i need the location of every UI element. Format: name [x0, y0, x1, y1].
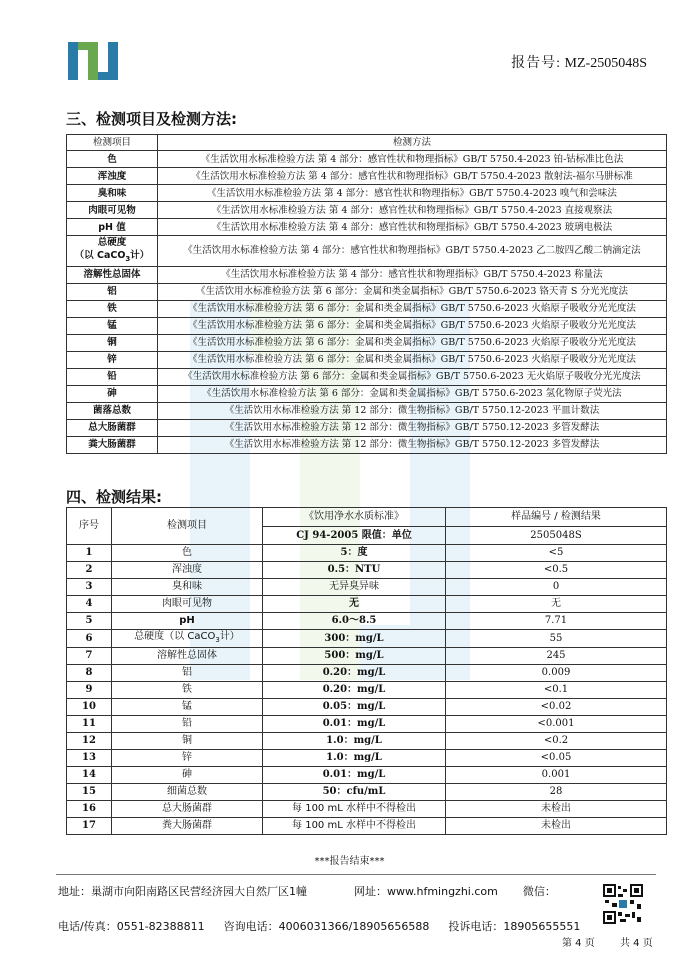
row-item: 色	[112, 545, 263, 562]
method-text: 《生活饮用水标准检验方法 第 6 部分：金属和类金属指标》GB/T 5750.6-2023 火焰原子吸收分光光度法	[158, 351, 667, 368]
row-item: 臭和味	[112, 579, 263, 596]
row-no: 16	[67, 801, 112, 818]
row-item-sub: 3	[215, 636, 220, 644]
row-limit: 0.01：mg/L	[263, 767, 446, 784]
method-text: 《生活饮用水标准检验方法 第 4 部分：感官性状和物理指标》GB/T 5750.4-2023 称量法	[158, 266, 667, 283]
table-row	[67, 801, 667, 818]
table-row	[67, 266, 667, 283]
table-row	[67, 818, 667, 835]
method-text: 《生活饮用水标准检验方法 第 6 部分：金属和类金属指标》GB/T 5750.6-2023 氢化物原子荧光法	[158, 385, 667, 402]
method-item: 铅	[67, 368, 158, 385]
row-no: 3	[67, 579, 112, 596]
results-col-no: 序号	[67, 508, 112, 545]
row-result: 55	[446, 630, 667, 648]
row-item: 细菌总数	[112, 784, 263, 801]
row-limit: 1.0：mg/L	[263, 750, 446, 767]
method-item: 锰	[67, 317, 158, 334]
table-row	[67, 185, 667, 202]
row-item: 锰	[112, 699, 263, 716]
method-item-line2-b: 计）	[130, 250, 150, 261]
address-value: 巢湖市向阳南路区民营经济园大自然厂区1幢	[91, 885, 307, 898]
row-result: 未检出	[446, 801, 667, 818]
row-result: <0.5	[446, 562, 667, 579]
row-item: 溶解性总固体	[112, 648, 263, 665]
table-row	[67, 168, 667, 185]
row-result: 28	[446, 784, 667, 801]
table-row	[67, 750, 667, 767]
results-col-sample: 样品编号 / 检测结果	[446, 508, 667, 527]
table-row	[67, 596, 667, 613]
table-row	[67, 385, 667, 402]
row-no: 7	[67, 648, 112, 665]
row-no: 17	[67, 818, 112, 835]
table-row	[67, 699, 667, 716]
method-item: 浑浊度	[67, 168, 158, 185]
table-row	[67, 283, 667, 300]
table-row	[67, 317, 667, 334]
row-result: 0.009	[446, 665, 667, 682]
table-row	[67, 767, 667, 784]
methods-col-method: 检测方法	[158, 135, 667, 151]
table-row	[67, 682, 667, 699]
row-result: 未检出	[446, 818, 667, 835]
row-item: 肉眼可见物	[112, 596, 263, 613]
method-item: 粪大肠菌群	[67, 436, 158, 453]
table-row	[67, 630, 667, 648]
row-item-text: 总硬度（以 CaCO	[134, 631, 216, 642]
address-label: 地址：	[58, 885, 91, 898]
row-item: pH	[112, 613, 263, 630]
results-table-header	[67, 508, 667, 527]
method-text: 《生活饮用水标准检验方法 第 4 部分：感官性状和物理指标》GB/T 5750.4-2023 散射法-福尔马肼标准	[158, 168, 667, 185]
row-result: <0.05	[446, 750, 667, 767]
table-row	[67, 436, 667, 453]
table-row	[67, 202, 667, 219]
method-item: pH 值	[67, 219, 158, 236]
row-item: 浑浊度	[112, 562, 263, 579]
row-item: 铅	[112, 716, 263, 733]
row-result: 7.71	[446, 613, 667, 630]
row-limit: 0.05：mg/L	[263, 699, 446, 716]
complaint-label: 投诉电话：	[448, 920, 504, 933]
methods-col-item: 检测项目	[67, 135, 158, 151]
table-row	[67, 784, 667, 801]
method-item: 铜	[67, 334, 158, 351]
method-item-line1: 总硬度	[97, 237, 127, 248]
row-item: 总大肠菌群	[112, 801, 263, 818]
page-total: 共 4 页	[620, 938, 653, 949]
method-item: 色	[67, 151, 158, 168]
row-result: 245	[446, 648, 667, 665]
row-no: 8	[67, 665, 112, 682]
row-limit: 0.5：NTU	[263, 562, 446, 579]
method-item: 总大肠菌群	[67, 419, 158, 436]
row-no: 10	[67, 699, 112, 716]
row-limit: 1.0：mg/L	[263, 733, 446, 750]
table-row	[67, 151, 667, 168]
table-row	[67, 236, 667, 267]
method-item-line2	[67, 249, 157, 266]
phone-label: 电话/传真：	[58, 920, 117, 933]
row-limit: 每 100 mL 水样中不得检出	[263, 801, 446, 818]
row-result: 无	[446, 596, 667, 613]
row-limit: 50：cfu/mL	[263, 784, 446, 801]
row-limit: 无异臭异味	[263, 579, 446, 596]
table-row	[67, 648, 667, 665]
method-text: 《生活饮用水标准检验方法 第 6 部分：金属和类金属指标》GB/T 5750.6-2023 火焰原子吸收分光光度法	[158, 300, 667, 317]
method-text: 《生活饮用水标准检验方法 第 6 部分：金属和类金属指标》GB/T 5750.6-2023 无火焰原子吸收分光光度法	[158, 368, 667, 385]
method-text: 《生活饮用水标准检验方法 第 4 部分：感官性状和物理指标》GB/T 5750.4-2023 乙二胺四乙酸二钠滴定法	[158, 236, 667, 267]
row-limit: 5：度	[263, 545, 446, 562]
methods-table-header	[67, 135, 667, 151]
table-row	[67, 368, 667, 385]
row-no: 4	[67, 596, 112, 613]
results-col-standard-limit: CJ 94-2005 限值：单位	[263, 527, 446, 545]
method-text: 《生活饮用水标准检验方法 第 12 部分：微生物指标》GB/T 5750.12-2023 多管发酵法	[158, 419, 667, 436]
method-text: 《生活饮用水标准检验方法 第 12 部分：微生物指标》GB/T 5750.12-2023 平皿计数法	[158, 402, 667, 419]
methods-table	[66, 134, 667, 454]
method-text: 《生活饮用水标准检验方法 第 4 部分：感官性状和物理指标》GB/T 5750.4-2023 铂-钴标准比色法	[158, 151, 667, 168]
row-no: 1	[67, 545, 112, 562]
method-item-line2-sub: 3	[125, 254, 131, 263]
method-item: 肉眼可见物	[67, 202, 158, 219]
row-no: 2	[67, 562, 112, 579]
consult-label: 咨询电话：	[223, 920, 279, 933]
report-number-value: MZ-2505048S	[564, 56, 647, 71]
row-no: 6	[67, 630, 112, 648]
phone-value: 0551-82388811	[116, 920, 205, 933]
method-text: 《生活饮用水标准检验方法 第 4 部分：感官性状和物理指标》GB/T 5750.4-2023 玻璃电极法	[158, 219, 667, 236]
row-item: 铜	[112, 733, 263, 750]
website-link[interactable]: www.hfmingzhi.com	[387, 885, 498, 898]
row-item: 锌	[112, 750, 263, 767]
method-text: 《生活饮用水标准检验方法 第 6 部分：金属和类金属指标》GB/T 5750.6-2023 火焰原子吸收分光光度法	[158, 334, 667, 351]
row-limit: 无	[263, 596, 446, 613]
row-limit: 0.20：mg/L	[263, 682, 446, 699]
row-no: 13	[67, 750, 112, 767]
method-text: 《生活饮用水标准检验方法 第 4 部分：感官性状和物理指标》GB/T 5750.4-2023 直接观察法	[158, 202, 667, 219]
method-item: 菌落总数	[67, 402, 158, 419]
method-item: 溶解性总固体	[67, 266, 158, 283]
method-item: 锌	[67, 351, 158, 368]
method-item: 臭和味	[67, 185, 158, 202]
method-item: 砷	[67, 385, 158, 402]
row-limit: 500：mg/L	[263, 648, 446, 665]
website-label: 网址：	[354, 885, 387, 898]
table-row	[67, 613, 667, 630]
row-result: <0.2	[446, 733, 667, 750]
table-row	[67, 545, 667, 562]
table-row	[67, 562, 667, 579]
row-item: 粪大肠菌群	[112, 818, 263, 835]
company-logo-icon	[66, 38, 126, 82]
results-col-standard: 《饮用净水水质标准》	[263, 508, 446, 527]
method-item: 铁	[67, 300, 158, 317]
row-item	[112, 630, 263, 648]
table-row	[67, 219, 667, 236]
row-no: 12	[67, 733, 112, 750]
table-row	[67, 579, 667, 596]
table-row	[67, 419, 667, 436]
row-item: 砷	[112, 767, 263, 784]
row-result: 0.001	[446, 767, 667, 784]
method-text: 《生活饮用水标准检验方法 第 6 部分：金属和类金属指标》GB/T 5750.6-2023 铬天青 S 分光光度法	[158, 283, 667, 300]
method-text: 《生活饮用水标准检验方法 第 4 部分：感官性状和物理指标》GB/T 5750.4-2023 嗅气和尝味法	[158, 185, 667, 202]
row-item: 铝	[112, 665, 263, 682]
table-row	[67, 716, 667, 733]
row-item: 铁	[112, 682, 263, 699]
method-item	[67, 236, 158, 267]
row-limit: 6.0～8.5	[263, 613, 446, 630]
method-text: 《生活饮用水标准检验方法 第 12 部分：微生物指标》GB/T 5750.12-2023 多管发酵法	[158, 436, 667, 453]
complaint-value: 18905655551	[503, 920, 581, 933]
wechat-qr-code-icon	[603, 884, 643, 924]
wechat-label: 微信：	[522, 885, 556, 898]
row-limit: 300：mg/L	[263, 630, 446, 648]
row-limit: 0.01：mg/L	[263, 716, 446, 733]
row-no: 15	[67, 784, 112, 801]
method-item: 铝	[67, 283, 158, 300]
consult-value: 4006031366/18905656588	[278, 920, 430, 933]
table-row	[67, 300, 667, 317]
report-number-label: 报告号:	[511, 56, 562, 71]
report-end-mark: ***报告结束***	[314, 856, 385, 867]
section3-title: 三、检测项目及检测方法:	[66, 110, 237, 128]
results-table	[66, 507, 667, 835]
method-item-line2-a: （以 CaCO	[74, 250, 126, 261]
row-no: 9	[67, 682, 112, 699]
row-result: <0.001	[446, 716, 667, 733]
footer-line-1	[58, 883, 556, 899]
table-row	[67, 665, 667, 682]
page-current: 第 4 页	[562, 938, 595, 949]
row-no: 11	[67, 716, 112, 733]
results-sample-id: 2505048S	[446, 527, 667, 545]
footer-divider	[56, 874, 656, 875]
results-col-item: 检测项目	[112, 508, 263, 545]
method-text: 《生活饮用水标准检验方法 第 6 部分：金属和类金属指标》GB/T 5750.6-2023 火焰原子吸收分光光度法	[158, 317, 667, 334]
row-result: <5	[446, 545, 667, 562]
table-row	[67, 402, 667, 419]
table-row	[67, 351, 667, 368]
row-result: <0.02	[446, 699, 667, 716]
table-row	[67, 334, 667, 351]
report-number	[511, 52, 647, 72]
row-no: 14	[67, 767, 112, 784]
row-item-tail: 计）	[219, 631, 240, 642]
row-result: <0.1	[446, 682, 667, 699]
section4-title: 四、检测结果:	[66, 488, 162, 506]
footer-line-2	[58, 918, 580, 934]
table-row	[67, 733, 667, 750]
row-limit: 每 100 mL 水样中不得检出	[263, 818, 446, 835]
row-limit: 0.20：mg/L	[263, 665, 446, 682]
row-no: 5	[67, 613, 112, 630]
row-result: 0	[446, 579, 667, 596]
